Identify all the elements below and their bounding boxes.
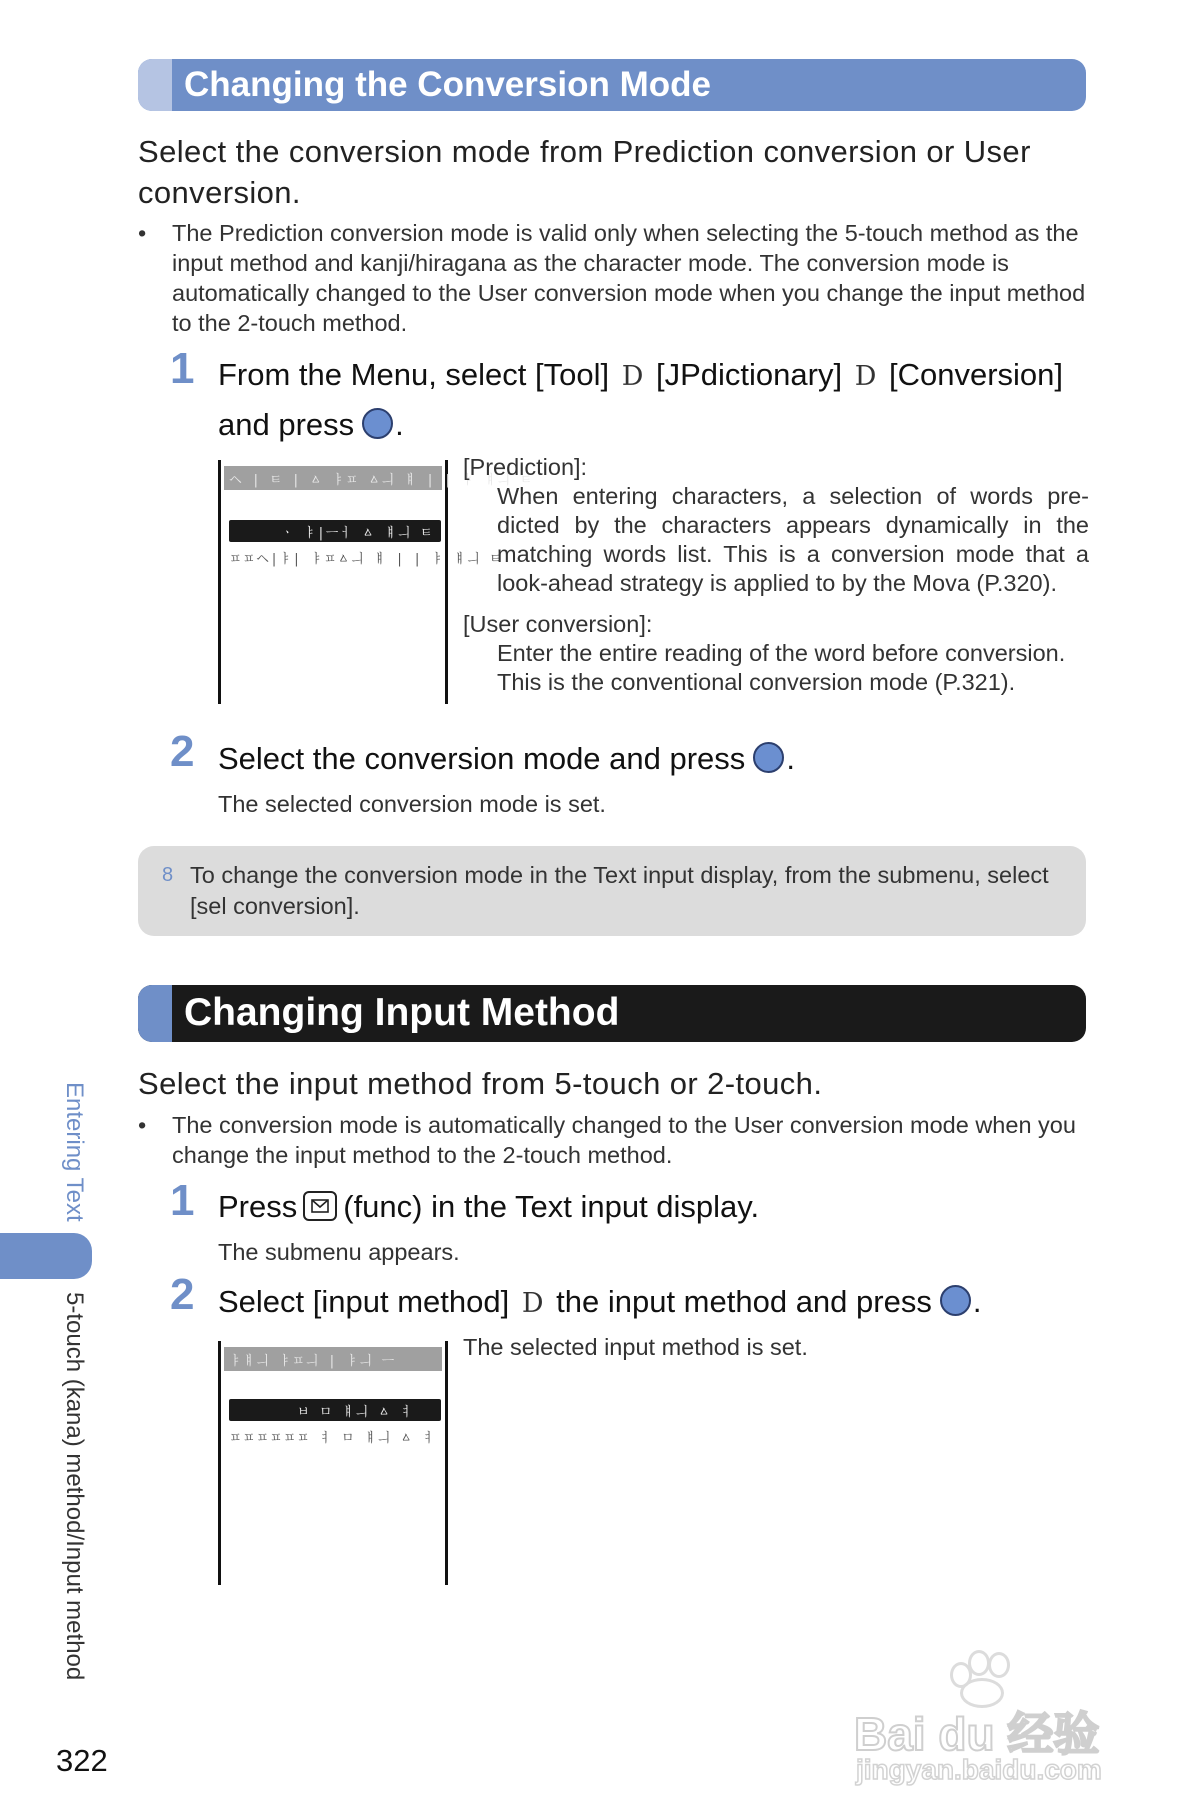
step-text-part: Press	[218, 1189, 298, 1224]
step-number: 1	[170, 1176, 195, 1225]
step-instruction	[218, 1278, 981, 1328]
screen-glyphs: ㅑㅒㅢ ㅑㅍㅢ | ㅑㅢ ㅡ	[229, 1354, 396, 1369]
thumb-tab	[0, 1233, 92, 1279]
step-number: 2	[170, 1270, 195, 1319]
period: .	[395, 407, 404, 442]
bullet-text: The conversion mode is automatically changed to the User conversion mode when you change the input method to the 2-touch method.	[172, 1112, 1076, 1168]
option-prediction-label: [Prediction]:	[463, 454, 588, 480]
period: .	[972, 1284, 982, 1319]
screen-glyphs: ㆍ ㅑ|ㅡㅓ ㅿ ㅒㅢ ㅌ	[281, 526, 434, 541]
section-title: Changing Input Method	[184, 991, 620, 1034]
chapter-label: Entering Text	[61, 1082, 88, 1222]
note-marker: 8	[162, 864, 174, 886]
section-heading-conversion-mode	[138, 59, 1086, 111]
bullet-text: The Prediction conversion mode is valid only when selecting the 5-touch method as the input method and kanji/hiragana as the character mode. The conversion mode is automatically changed to the User conversion mode when you change the input method to the 2-touch method.	[172, 220, 1086, 336]
watermark	[850, 1650, 1150, 1790]
page-number: 322	[56, 1743, 108, 1778]
note-text: To change the conversion mode in the Text input display, from the submenu, select [sel conversion].	[190, 862, 1049, 919]
section-lead: Select the conversion mode from Prediction conversion or User conversion.	[138, 134, 1031, 210]
step-text-part: (func) in the Text input display.	[343, 1189, 760, 1224]
screen-glyphs: ヘ | ㅌ | ㅿ ㅑㅍ ㅿㅢ ㅒ | | ㅑ ㅒㅢ ㅌ	[229, 473, 534, 488]
phone-screen-conversion	[218, 460, 534, 704]
arrow-icon: D	[621, 361, 644, 392]
step-text-part: Select the conversion mode and press	[218, 741, 746, 776]
phone-screen-input-method	[218, 1341, 448, 1585]
bullet-dot: •	[138, 1112, 147, 1138]
step-text-part: Select [input method]	[218, 1284, 510, 1319]
enter-key-icon	[753, 742, 784, 773]
step-instruction	[218, 735, 795, 783]
step-instruction	[218, 1183, 759, 1231]
bullet-dot: •	[138, 220, 147, 246]
step-instruction	[218, 351, 1090, 449]
mail-key-icon	[303, 1191, 337, 1221]
step-number: 2	[170, 727, 195, 776]
watermark-url: jingyan.baidu.com	[856, 1754, 1102, 1785]
section-title: Changing the Conversion Mode	[184, 65, 711, 104]
section-lead: Select the input method from 5-touch or 2-touch.	[138, 1066, 823, 1101]
step-result: The submenu appears.	[218, 1239, 460, 1265]
bullet-note	[138, 1110, 1090, 1170]
option-user-label: [User conversion]:	[463, 611, 653, 637]
step-text-part: [JPdictionary]	[656, 357, 843, 392]
heading-tab	[138, 59, 172, 111]
step-number: 1	[170, 344, 195, 393]
heading-tab	[138, 985, 172, 1042]
screen-glyphs: ㅂ ㅁ ㅒㅢ ㅿ ㅕ	[297, 1405, 414, 1420]
section-index-label: 5-touch (kana) method/Input method	[61, 1292, 88, 1681]
step-result: The selected input method is set.	[463, 1334, 808, 1360]
period: .	[786, 741, 795, 776]
section-heading-input-method	[138, 985, 1086, 1042]
note-box	[138, 846, 1086, 936]
enter-key-icon	[940, 1285, 971, 1316]
arrow-icon: D	[521, 1288, 544, 1319]
step-result: The selected conversion mode is set.	[218, 791, 606, 817]
step-text-part: and press	[218, 407, 355, 442]
arrow-icon: D	[854, 361, 877, 392]
option-user-desc: Enter the entire reading of the word before conversion. This is the conventional conversion mode (P.321).	[497, 640, 1066, 695]
watermark-brand: Bai du 经验	[854, 1708, 1100, 1760]
screen-glyphs: ㅍㅍㅍㅍㅍㅍ ㅕ ㅁ ㅒㅢ ㅿ ㅕ	[229, 1431, 436, 1446]
bullet-note	[138, 218, 1090, 338]
step-text-part: [Conversion]	[889, 357, 1064, 392]
enter-key-icon	[362, 408, 393, 439]
step-text-part: the input method and press	[556, 1284, 932, 1319]
option-prediction-desc: When entering characters, a selection of words pre-dicted by the characters appears dynamically in the matching words list. This is a conversion mode that a look-ahead strategy is applied to by the Mova (P.320).	[497, 483, 1089, 596]
step-text-part: From the Menu, select [Tool]	[218, 357, 610, 392]
screen-glyphs: ㅍㅍヘ|ㅑ| ㅑㅍㅿㅢ ㅒ | | ㅑ ㅒㅢ ㅌ	[229, 552, 503, 567]
